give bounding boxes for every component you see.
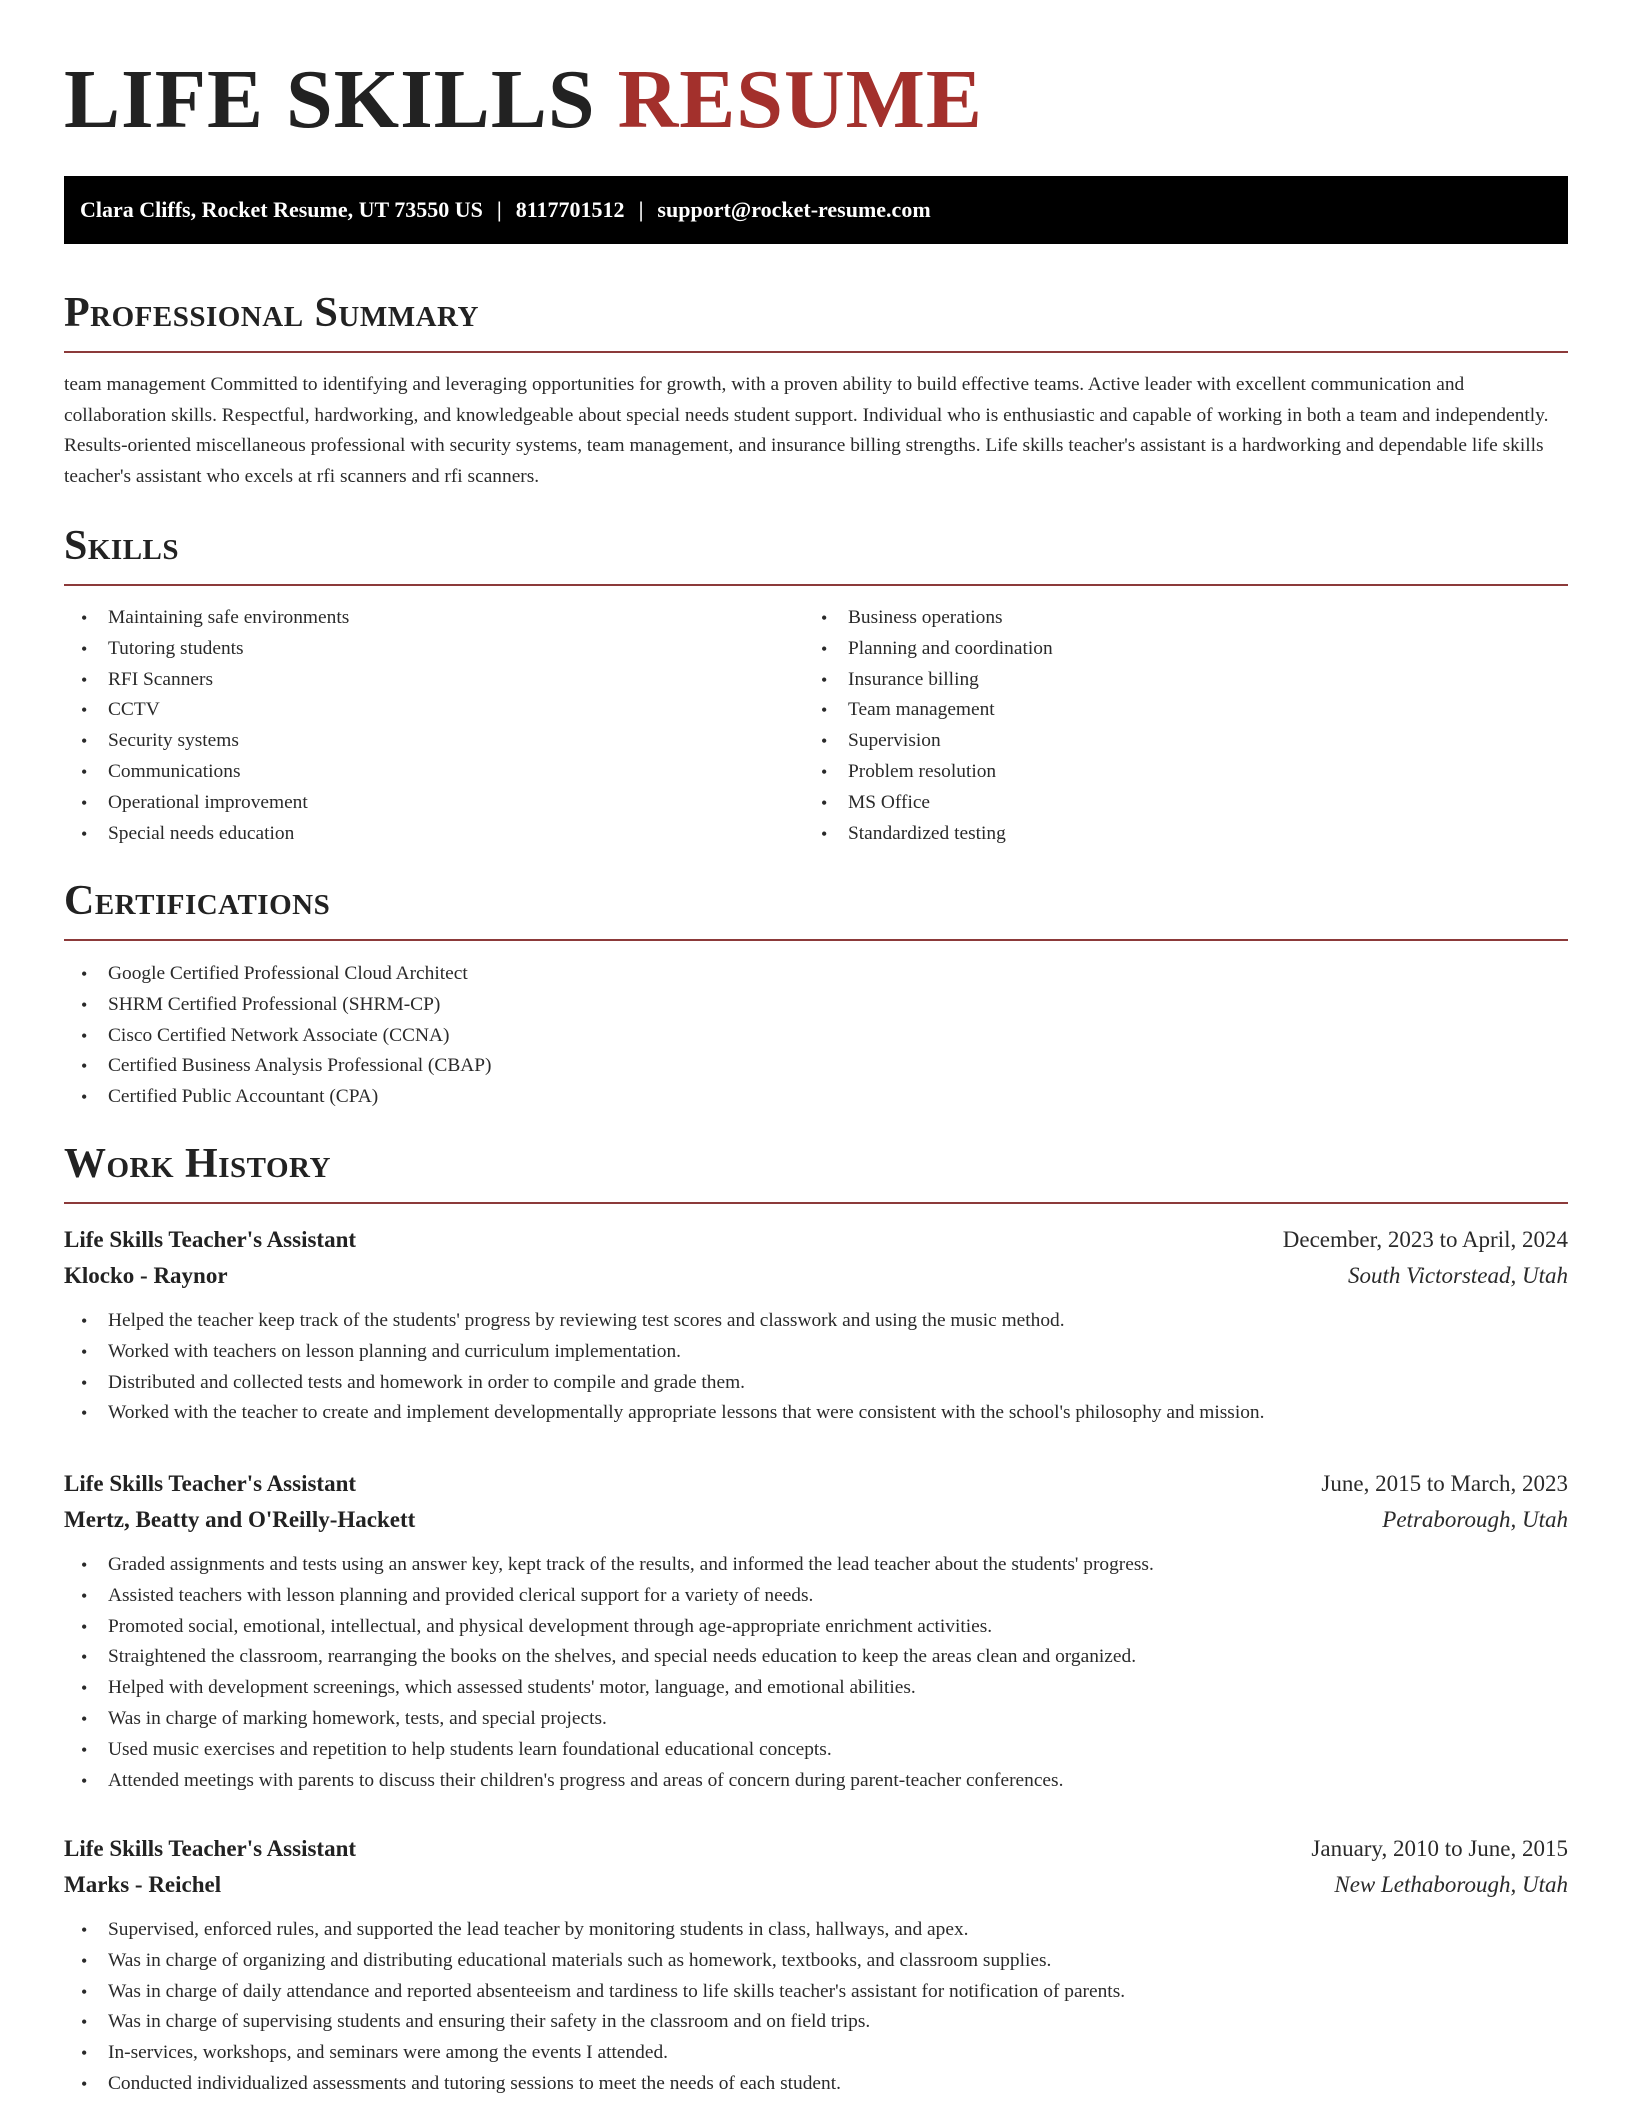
section-divider [64,351,1568,353]
skill-item: • Problem resolution [804,757,1544,788]
section-title-certifications: Certifications [64,878,331,924]
contact-email: support@rocket-resume.com [657,197,931,222]
job-duty-item: • Worked with the teacher to create and implement developmentally appropriate lessons that were consistent with the school's philosophy and mission. [64,1398,1568,1429]
certification-item: • Certified Business Analysis Professional (CBAP) [64,1051,1568,1082]
job-duty-item: • Assisted teachers with lesson planning and provided clerical support for a variety of needs. [64,1581,1568,1612]
job-location: Petraborough, Utah [1382,1507,1568,1532]
job-company: Marks - Reichel [64,1872,222,1897]
section-title-summary: Professional Summary [64,290,479,336]
job-duties-list [64,1306,1568,1429]
job-duty-item: • Supervised, enforced rules, and supported the lead teacher by monitoring students in class, hallways, and apex. [64,1915,1568,1946]
skill-item: • Team management [804,695,1544,726]
job-entry [64,1222,1568,1429]
job-dates: January, 2010 to June, 2015 [1311,1836,1568,1861]
job-company-row [64,1867,1568,1903]
skill-item: • Insurance billing [804,665,1544,696]
job-duty-item: • Distributed and collected tests and homework in order to compile and grade them. [64,1368,1568,1399]
skill-item: • Standardized testing [804,819,1544,850]
job-duty-item: • Attended meetings with parents to discuss their children's progress and areas of concern during parent-teacher conferences. [64,1766,1568,1797]
job-company: Mertz, Beatty and O'Reilly-Hackett [64,1507,416,1532]
job-duty-item: • Was in charge of marking homework, tests, and special projects. [64,1704,1568,1735]
resume-page [64,0,1568,2094]
job-location: South Victorstead, Utah [1348,1263,1568,1288]
resume-title [64,0,1568,144]
job-duty-item: • Worked with teachers on lesson planning and curriculum implementation. [64,1337,1568,1368]
contact-address: Clara Cliffs, Rocket Resume, UT 73550 US [80,197,483,222]
skill-item: • Business operations [804,603,1544,634]
job-dates: June, 2015 to March, 2023 [1321,1471,1568,1496]
job-duty-item: • Used music exercises and repetition to help students learn foundational educational concepts. [64,1735,1568,1766]
contact-separator: | [638,197,644,222]
job-title: Life Skills Teacher's Assistant [64,1227,357,1252]
skill-item: • Communications [64,757,804,788]
section-title-work-history: Work History [64,1141,331,1187]
skill-item: • RFI Scanners [64,665,804,696]
section-divider [64,584,1568,586]
certification-item: • Google Certified Professional Cloud Architect [64,959,1568,990]
contact-phone: 8117701512 [515,197,625,222]
job-duty-item: • Was in charge of daily attendance and reported absenteeism and tardiness to life skills teacher's assistant for notification of parents. [64,1977,1568,2008]
summary-text: team management Committed to identifying and leveraging opportunities for growth, with a proven ability to build effective teams. Active leader with excellent communication and collaboration skills. Respectful, hardworking, and knowledgeable about special needs student support. Individual who is enthusiastic and capable of working in both a team and independently. Results-oriented miscellaneous professional with security systems, team management, and insurance billing strengths. Life skills teacher's assistant is a hardworking and dependable life skills teacher's assistant who excels at rfi scanners and rfi scanners. [64,374,1549,487]
job-entry [64,1466,1568,1796]
skill-item: • Security systems [64,726,804,757]
section-divider [64,1202,1568,1204]
job-duty-item: • Was in charge of supervising students and ensuring their safety in the classroom and on field trips. [64,2007,1568,2038]
contact-separator: | [496,197,502,222]
job-title: Life Skills Teacher's Assistant [64,1836,357,1861]
job-header-row [64,1466,1568,1502]
certification-item: • SHRM Certified Professional (SHRM-CP) [64,990,1568,1021]
job-company-row [64,1258,1568,1294]
resume-title-accent: RESUME [617,53,983,146]
skill-item: • MS Office [804,788,1544,819]
skills-list-right [804,603,1544,849]
job-entry [64,1831,1568,2100]
skill-item: • Special needs education [64,819,804,850]
job-duty-item: • Straightened the classroom, rearranging the books on the shelves, and special needs education to keep the areas clean and organized. [64,1642,1568,1673]
job-duty-item: • Helped with development screenings, which assessed students' motor, language, and emotional abilities. [64,1673,1568,1704]
skill-item: • Tutoring students [64,634,804,665]
certifications-list [64,959,1568,1113]
job-company: Klocko - Raynor [64,1263,228,1288]
job-header-row [64,1831,1568,1867]
certification-item: • Cisco Certified Network Associate (CCNA) [64,1021,1568,1052]
job-location: New Lethaborough, Utah [1334,1872,1568,1897]
job-company-row [64,1502,1568,1538]
skill-item: • Planning and coordination [804,634,1544,665]
skills-list-left [64,603,804,849]
job-header-row [64,1222,1568,1258]
job-duty-item: • Was in charge of organizing and distributing educational materials such as homework, textbooks, and classroom supplies. [64,1946,1568,1977]
job-dates: December, 2023 to April, 2024 [1282,1227,1568,1252]
section-title-skills: Skills [64,523,180,569]
job-duties-list [64,1915,1568,2100]
job-duty-item: • Helped the teacher keep track of the students' progress by reviewing test scores and classwork and using the music method. [64,1306,1568,1337]
contact-bar [64,176,1568,244]
job-title: Life Skills Teacher's Assistant [64,1471,357,1496]
skill-item: • Maintaining safe environments [64,603,804,634]
job-duty-item: • Promoted social, emotional, intellectual, and physical development through age-appropriate enrichment activities. [64,1612,1568,1643]
job-duty-item: • Conducted individualized assessments and tutoring sessions to meet the needs of each student. [64,2069,1568,2100]
skill-item: • CCTV [64,695,804,726]
skill-item: • Supervision [804,726,1544,757]
certification-item: • Certified Public Accountant (CPA) [64,1082,1568,1113]
section-divider [64,939,1568,941]
skill-item: • Operational improvement [64,788,804,819]
job-duty-item: • In-services, workshops, and seminars were among the events I attended. [64,2038,1568,2069]
job-duty-item: • Graded assignments and tests using an answer key, kept track of the results, and informed the lead teacher about the students' progress. [64,1550,1568,1581]
resume-title-main: LIFE SKILLS [64,53,596,146]
job-duties-list [64,1550,1568,1796]
